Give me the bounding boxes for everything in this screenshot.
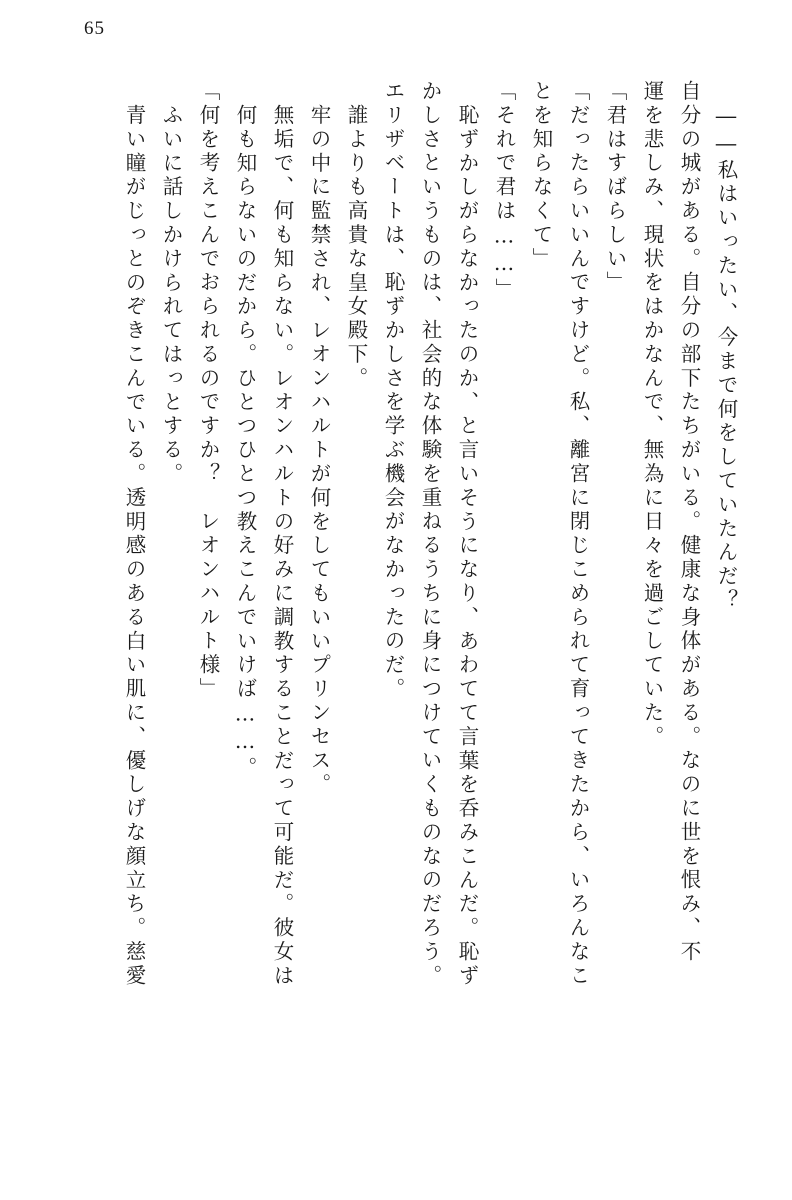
text-line: 無垢で、何も知らない。レオンハルトの好みに調教することだって可能だ。彼女は xyxy=(270,104,294,989)
text-line: 恥ずかしがらなかったのか、と言いそうになり、あわてて言葉を呑みこんだ。恥ず xyxy=(455,104,479,989)
vertical-text-body xyxy=(46,80,736,1172)
page-number: 65 xyxy=(84,18,105,39)
text-line: かしさというものは、社会的な体験を重ねるうちに身につけていくものなのだろう。 xyxy=(418,80,442,989)
text-line: 牢の中に監禁され、レオンハルトが何をしてもいいプリンセス。 xyxy=(307,104,331,798)
text-line: ふいに話しかけられてはっとする。 xyxy=(159,104,183,487)
text-line: 自分の城がある。自分の部下たちがいる。健康な身体がある。なのに世を恨み、不 xyxy=(677,80,701,965)
text-line: エリザベートは、恥ずかしさを学ぶ機会がなかったのだ。 xyxy=(381,80,405,702)
text-line: 「それで君は……」 xyxy=(492,80,516,303)
text-line: ――私はいったい、今まで何をしていたんだ？ xyxy=(714,104,738,613)
text-line: 誰よりも高貴な皇女殿下。 xyxy=(344,104,368,391)
text-line: 「君はすばらしい」 xyxy=(603,80,627,296)
text-line: 何も知らないのだから。ひとつひとつ教えこんでいけば……。 xyxy=(233,104,257,781)
text-line: 「何を考えこんでおられるのですか？ レオンハルト様」 xyxy=(196,80,220,702)
text-line: 運を悲しみ、現状をはかなんで、無為に日々を過ごしていた。 xyxy=(640,80,664,750)
text-line: 青い瞳がじっとのぞきこんでいる。透明感のある白い肌に、優しげな顔立ち。慈愛 xyxy=(122,104,146,989)
text-line: 「だったらいいんですけど。私、離宮に閉じこめられて育ってきたから、いろんなこ xyxy=(566,80,590,989)
text-line: とを知らなくて」 xyxy=(529,80,553,272)
